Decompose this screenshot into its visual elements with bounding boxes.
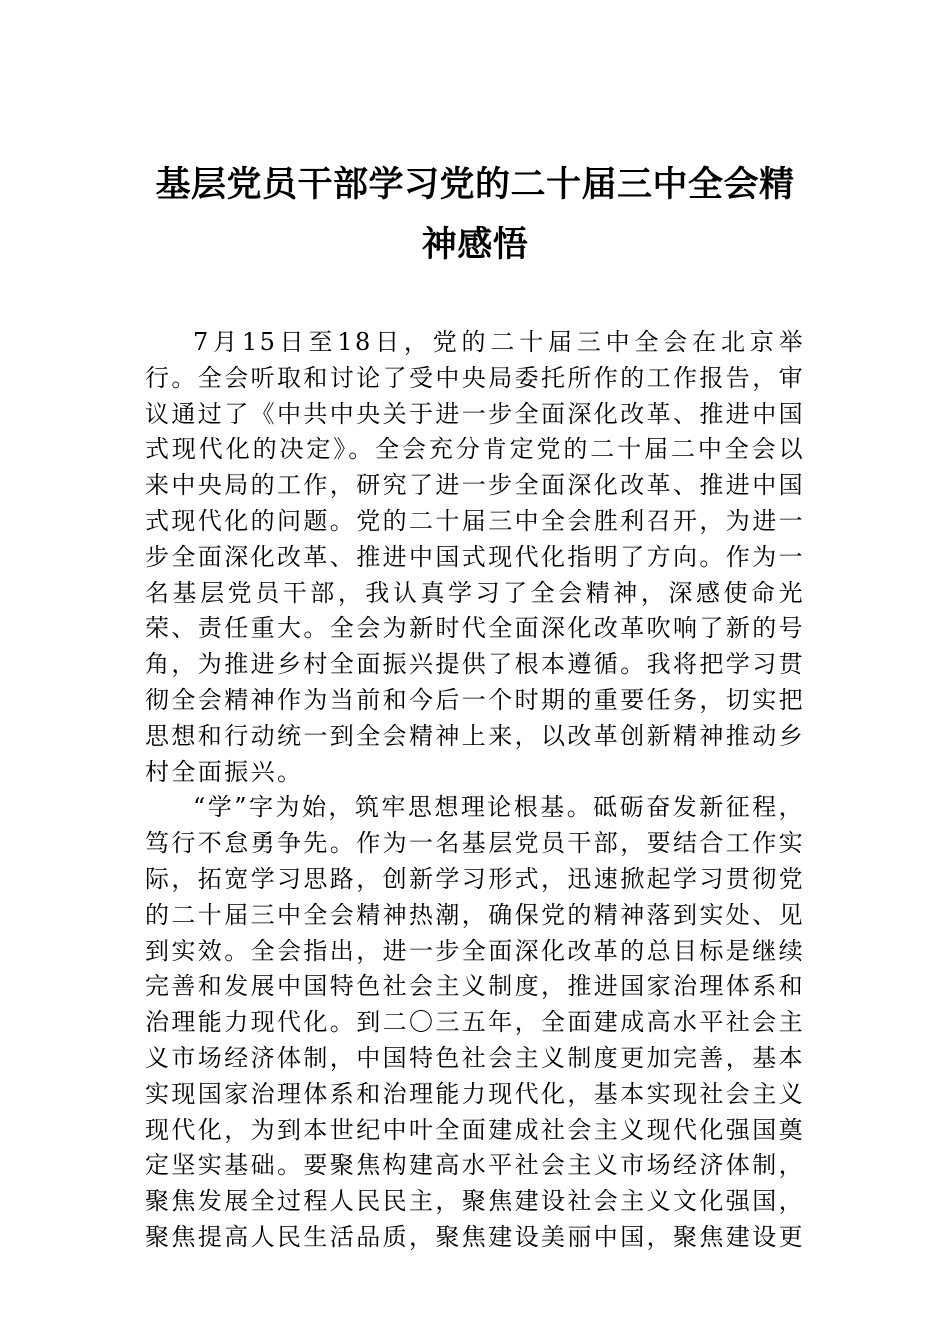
paragraph-2: “学”字为始，筑牢思想理论根基。砥砺奋发新征程，笃行不怠勇争先。作为一名基层党员干部，要结合工作实际，拓宽学习思路，创新学习形式，迅速掀起学习贯彻党的二十届三中全会精神热潮，确保党的精神落到实处、见到实效。全会指出，进一步全面深化改革的总目标是继续完善和发展中国特色社会主义制度，推进国家治理体系和治理能力现代化。到二〇三五年，全面建成高水平社会主义市场经济体制，中国特色社会主义制度更加完善，基本实现国家治理体系和治理能力现代化，基本实现社会主义现代化，为到本世纪中叶全面建成社会主义现代化强国奠定坚实基础。要聚焦构建高水平社会主义市场经济体制，聚焦发展全过程人民民主，聚焦建设社会主义文化强国，聚焦提高人民生活品质，聚焦建设美丽中国，聚焦建设更 [145, 793, 805, 1251]
paragraph-1: 7月15日至18日，党的二十届三中全会在北京举行。全会听取和讨论了受中央局委托所作的工作报告，审议通过了《中共中央关于进一步全面深化改革、推进中国式现代化的决定》。全会充分肯定党的二十届二中全会以来中央局的工作，研究了进一步全面深化改革、推进中国式现代化的问题。党的二十届三中全会胜利召开，为进一步全面深化改革、推进中国式现代化指明了方向。作为一名基层党员干部，我认真学习了全会精神，深感使命光荣、责任重大。全会为新时代全面深化改革吹响了新的号角，为推进乡村全面振兴提供了根本遵循。我将把学习贯彻全会精神作为当前和今后一个时期的重要任务，切实把思想和行动统一到全会精神上来，以改革创新精神推动乡村全面振兴。 [145, 328, 805, 786]
document-body [145, 325, 805, 1256]
document-title: 基层党员干部学习党的二十届三中全会精神感悟 [155, 164, 795, 265]
